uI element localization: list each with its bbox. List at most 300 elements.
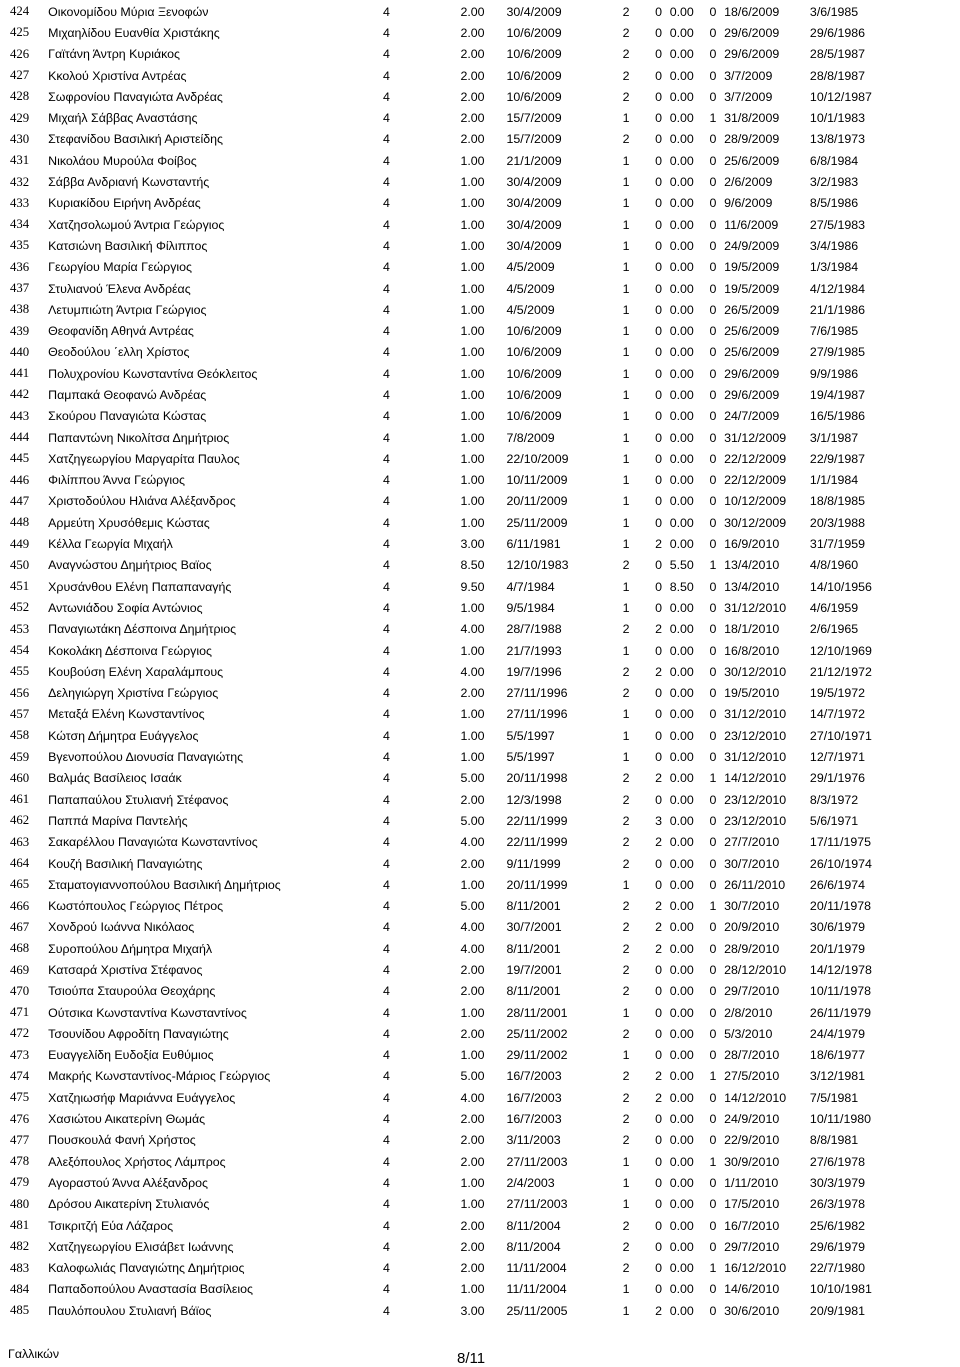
col-d-cell: 0 (655, 792, 662, 807)
appointment-date-cell: 19/7/1996 (506, 664, 562, 679)
table-row (0, 44, 900, 65)
service-date-cell: 19/5/2009 (724, 281, 780, 296)
col-f-cell: 0 (709, 1282, 717, 1297)
table-row (0, 853, 900, 874)
service-date-cell: 24/9/2010 (724, 1112, 780, 1127)
points-total-cell: 1.00 (460, 707, 485, 722)
col-f-cell: 0 (709, 579, 717, 594)
appointment-date-cell: 12/10/1983 (506, 558, 569, 573)
col-a-cell: 4 (383, 451, 390, 466)
birth-date-cell: 7/6/1985 (809, 324, 859, 339)
table-row (0, 555, 900, 576)
birth-date-cell: 5/6/1971 (809, 813, 859, 828)
col-a-cell: 4 (383, 558, 390, 573)
row-number-cell: 469 (10, 962, 30, 977)
birth-date-cell: 14/12/1978 (809, 963, 872, 977)
col-c-cell: 1 (622, 324, 630, 339)
service-date-cell: 14/12/2010 (724, 771, 787, 786)
row-number-cell: 467 (10, 919, 30, 934)
appointment-date-cell: 15/7/2009 (506, 132, 562, 147)
table-row (0, 981, 900, 1002)
row-number-cell: 456 (10, 685, 30, 700)
col-f-cell: 0 (709, 707, 717, 722)
col-a-cell: 4 (383, 1197, 390, 1212)
candidate-name-cell: Παππά Μαρίνα Παντελής (48, 813, 188, 828)
col-c-cell: 1 (622, 579, 630, 594)
points-total-cell: 1.00 (460, 281, 485, 296)
col-c-cell: 1 (622, 409, 630, 424)
service-date-cell: 13/4/2010 (724, 558, 780, 573)
appointment-date-cell: 2/4/2003 (506, 1175, 555, 1190)
row-number-cell: 430 (10, 131, 30, 146)
service-date-cell: 29/7/2010 (724, 984, 780, 999)
birth-date-cell: 27/6/1978 (809, 1154, 866, 1169)
col-d-cell: 0 (655, 68, 662, 83)
service-date-cell: 31/12/2010 (724, 707, 787, 722)
row-number-cell: 463 (10, 834, 30, 849)
row-number-cell: 476 (10, 1111, 30, 1126)
candidate-name-cell: Σκούρου Παναγιώτα Κώστας (48, 409, 207, 424)
candidate-name-cell: Δρόσου Αικατερίνη Στυλιανός (48, 1197, 210, 1212)
points-total-cell: 5.00 (460, 1069, 485, 1084)
col-c-cell: 2 (622, 856, 630, 871)
appointment-date-cell: 10/6/2009 (506, 409, 562, 424)
row-number-cell: 427 (10, 68, 30, 83)
birth-date-cell: 18/6/1977 (809, 1048, 866, 1063)
table-row (0, 193, 900, 214)
col-c-cell: 1 (622, 238, 630, 253)
col-a-cell: 4 (383, 899, 390, 914)
candidate-name-cell: Στεφανίδου Βασιλική Αριστείδης (48, 132, 224, 147)
points-total-cell: 2.00 (460, 1239, 485, 1254)
col-c-cell: 1 (622, 515, 630, 530)
row-number-cell: 429 (10, 110, 30, 125)
col-a-cell: 4 (383, 707, 390, 722)
row-number-cell: 433 (10, 195, 30, 210)
col-d-cell: 0 (655, 963, 662, 977)
service-date-cell: 3/7/2009 (724, 68, 773, 83)
col-d-cell: 0 (655, 238, 662, 253)
table-row (0, 789, 900, 810)
col-f-cell: 0 (709, 1112, 717, 1127)
extra-points-cell: 0.00 (669, 771, 694, 786)
birth-date-cell: 4/12/1984 (809, 281, 866, 296)
candidate-name-cell: Μεταξά Ελένη Κωνσταντίνος (48, 707, 205, 722)
appointment-date-cell: 21/7/1993 (506, 643, 562, 658)
col-a-cell: 4 (383, 920, 390, 935)
row-number-cell: 446 (10, 472, 30, 487)
extra-points-cell: 0.00 (669, 260, 694, 275)
table-row (0, 406, 900, 427)
service-date-cell: 16/7/2010 (724, 1218, 780, 1233)
appointment-date-cell: 28/11/2001 (506, 1005, 568, 1020)
candidate-name-cell: Χατζησολωμού Άντρια Γεώργιος (48, 217, 225, 232)
service-date-cell: 19/5/2010 (724, 686, 780, 701)
birth-date-cell: 20/9/1981 (809, 1303, 866, 1318)
col-d-cell: 2 (655, 1069, 662, 1084)
points-total-cell: 1.00 (460, 153, 485, 168)
col-c-cell: 2 (622, 1090, 630, 1105)
appointment-date-cell: 10/6/2009 (506, 89, 562, 104)
points-total-cell: 1.00 (460, 1282, 485, 1297)
points-total-cell: 5.00 (460, 813, 485, 828)
appointment-date-cell: 30/4/2009 (506, 217, 562, 232)
extra-points-cell: 0.00 (669, 1261, 694, 1276)
col-d-cell: 0 (655, 387, 662, 402)
table-row (0, 576, 900, 597)
table-row (0, 65, 900, 86)
col-f-cell: 0 (709, 430, 717, 445)
col-d-cell: 0 (655, 643, 662, 658)
service-date-cell: 25/6/2009 (724, 324, 780, 339)
candidate-name-cell: Κουβούση Ελένη Χαραλάμπους (48, 664, 224, 679)
col-a-cell: 4 (383, 1112, 390, 1127)
col-c-cell: 2 (622, 1218, 630, 1233)
service-date-cell: 30/9/2010 (724, 1154, 780, 1169)
col-d-cell: 0 (655, 1112, 662, 1127)
col-f-cell: 0 (709, 622, 717, 637)
birth-date-cell: 1/1/1984 (809, 473, 859, 488)
candidate-name-cell: Πουσκουλά Φανή Χρήστος (48, 1133, 196, 1148)
extra-points-cell: 0.00 (669, 1133, 694, 1148)
col-a-cell: 4 (383, 1282, 390, 1297)
service-date-cell: 13/4/2010 (724, 579, 780, 594)
col-a-cell: 4 (383, 1133, 390, 1148)
col-c-cell: 2 (622, 4, 630, 19)
service-date-cell: 18/6/2009 (724, 4, 780, 19)
points-total-cell: 4.00 (460, 622, 485, 637)
candidate-name-cell: Νικολάου Μυρούλα Φοίβος (48, 153, 197, 168)
col-a-cell: 4 (383, 175, 390, 190)
ranking-table-body (0, 1, 900, 1321)
points-total-cell: 2.00 (460, 1112, 485, 1127)
col-a-cell: 4 (383, 89, 390, 104)
row-number-cell: 457 (10, 706, 30, 721)
col-f-cell: 0 (709, 664, 717, 679)
extra-points-cell: 0.00 (669, 728, 694, 743)
service-date-cell: 25/6/2009 (724, 345, 780, 360)
extra-points-cell: 0.00 (669, 1069, 694, 1084)
col-f-cell: 0 (709, 728, 717, 743)
points-total-cell: 1.00 (460, 175, 485, 190)
table-row (0, 1087, 900, 1108)
row-number-cell: 465 (10, 877, 30, 892)
birth-date-cell: 22/9/1987 (809, 451, 866, 466)
candidate-name-cell: Παναγιωτάκη Δέσποινα Δημήτριος (48, 622, 237, 637)
col-a-cell: 4 (383, 1005, 390, 1020)
col-c-cell: 2 (622, 835, 630, 850)
col-f-cell: 0 (709, 89, 717, 104)
candidate-name-cell: Φιλίππου Άννα Γεώργιος (48, 473, 185, 488)
col-d-cell: 0 (655, 686, 662, 701)
service-date-cell: 23/12/2010 (724, 728, 787, 743)
col-f-cell: 0 (709, 1133, 717, 1148)
col-a-cell: 4 (383, 196, 390, 211)
col-a-cell: 4 (383, 366, 390, 381)
service-date-cell: 20/9/2010 (724, 920, 780, 935)
col-a-cell: 4 (383, 856, 390, 871)
birth-date-cell: 17/11/1975 (809, 835, 872, 850)
col-c-cell: 1 (622, 111, 630, 126)
row-number-cell: 468 (10, 941, 30, 956)
col-c-cell: 2 (622, 899, 630, 914)
service-date-cell: 25/6/2009 (724, 153, 780, 168)
col-a-cell: 4 (383, 132, 390, 147)
col-c-cell: 1 (622, 153, 630, 168)
table-row (0, 810, 900, 831)
service-date-cell: 27/7/2010 (724, 835, 780, 850)
birth-date-cell: 30/3/1979 (809, 1175, 866, 1190)
col-d-cell: 0 (655, 1239, 662, 1254)
candidate-name-cell: Χατζηγεωργίου Ελισάβετ Ιωάννης (48, 1239, 234, 1254)
candidate-name-cell: Χασιώτου Αικατερίνη Θωμάς (48, 1112, 206, 1127)
row-number-cell: 460 (10, 770, 30, 785)
extra-points-cell: 0.00 (669, 366, 694, 381)
service-date-cell: 2/6/2009 (724, 175, 773, 190)
table-row (0, 1279, 900, 1300)
points-total-cell: 2.00 (460, 963, 485, 977)
service-date-cell: 16/9/2010 (724, 537, 780, 552)
col-f-cell: 0 (709, 473, 717, 488)
points-total-cell: 1.00 (460, 217, 485, 232)
col-d-cell: 0 (655, 89, 662, 104)
birth-date-cell: 14/7/1972 (809, 707, 866, 722)
extra-points-cell: 0.00 (669, 664, 694, 679)
col-a-cell: 4 (383, 813, 390, 828)
row-number-cell: 481 (10, 1218, 30, 1233)
appointment-date-cell: 11/11/2004 (506, 1261, 567, 1276)
points-total-cell: 2.00 (460, 1133, 485, 1148)
row-number-cell: 485 (10, 1303, 30, 1318)
birth-date-cell: 10/1/1983 (809, 111, 866, 126)
col-f-cell: 0 (709, 68, 717, 83)
table-row (0, 427, 900, 448)
extra-points-cell: 0.00 (669, 899, 694, 914)
extra-points-cell: 0.00 (669, 813, 694, 828)
appointment-date-cell: 10/6/2009 (506, 25, 562, 40)
candidate-name-cell: Μιχαήλ Σάββας Αναστάσης (48, 111, 198, 126)
birth-date-cell: 10/11/1980 (809, 1112, 872, 1127)
points-total-cell: 9.50 (460, 579, 485, 594)
col-f-cell: 1 (709, 558, 717, 573)
extra-points-cell: 0.00 (669, 153, 694, 168)
appointment-date-cell: 16/7/2003 (506, 1069, 562, 1084)
table-row (0, 1, 900, 22)
row-number-cell: 424 (10, 4, 30, 19)
extra-points-cell: 0.00 (669, 877, 694, 892)
row-number-cell: 466 (10, 898, 30, 913)
col-a-cell: 4 (383, 728, 390, 743)
col-a-cell: 4 (383, 1048, 390, 1063)
row-number-cell: 432 (10, 174, 30, 189)
candidate-name-cell: Θεοφανίδη Αθηνά Αντρέας (48, 324, 194, 339)
row-number-cell: 479 (10, 1175, 30, 1190)
col-d-cell: 0 (655, 1282, 662, 1297)
birth-date-cell: 19/5/1972 (809, 686, 866, 701)
col-d-cell: 0 (655, 579, 662, 594)
table-row (0, 874, 900, 895)
table-row (0, 746, 900, 767)
service-date-cell: 10/12/2009 (724, 494, 787, 509)
col-f-cell: 0 (709, 941, 717, 956)
table-row (0, 320, 900, 341)
appointment-date-cell: 10/6/2009 (506, 345, 562, 360)
birth-date-cell: 14/10/1956 (809, 579, 872, 594)
table-row (0, 278, 900, 299)
table-row (0, 129, 900, 150)
appointment-date-cell: 27/11/1996 (506, 707, 568, 722)
appointment-date-cell: 25/11/2005 (506, 1303, 568, 1318)
col-c-cell: 2 (622, 132, 630, 147)
birth-date-cell: 31/7/1959 (809, 537, 866, 552)
points-total-cell: 4.00 (460, 920, 485, 935)
col-f-cell: 0 (709, 984, 717, 999)
col-a-cell: 4 (383, 600, 390, 615)
table-row (0, 512, 900, 533)
points-total-cell: 2.00 (460, 856, 485, 871)
col-a-cell: 4 (383, 622, 390, 637)
row-number-cell: 464 (10, 856, 30, 871)
col-c-cell: 2 (622, 89, 630, 104)
col-f-cell: 0 (709, 686, 717, 701)
points-total-cell: 2.00 (460, 686, 485, 701)
row-number-cell: 442 (10, 387, 30, 402)
table-row (0, 704, 900, 725)
service-date-cell: 23/12/2010 (724, 813, 787, 828)
extra-points-cell: 0.00 (669, 89, 694, 104)
extra-points-cell: 0.00 (669, 324, 694, 339)
col-f-cell: 0 (709, 1026, 717, 1041)
col-a-cell: 4 (383, 47, 390, 62)
appointment-date-cell: 10/6/2009 (506, 68, 562, 83)
extra-points-cell: 0.00 (669, 984, 694, 999)
points-total-cell: 8.50 (460, 558, 485, 573)
col-c-cell: 1 (622, 217, 630, 232)
extra-points-cell: 0.00 (669, 451, 694, 466)
candidate-name-cell: Χατζηγεωργίου Μαργαρίτα Παυλος (48, 451, 240, 466)
col-f-cell: 0 (709, 175, 717, 190)
col-c-cell: 1 (622, 1154, 630, 1169)
col-f-cell: 0 (709, 963, 717, 977)
service-date-cell: 31/12/2010 (724, 600, 787, 615)
col-c-cell: 1 (622, 494, 630, 509)
row-number-cell: 461 (10, 792, 30, 807)
row-number-cell: 477 (10, 1132, 30, 1147)
col-d-cell: 0 (655, 856, 662, 871)
col-c-cell: 2 (622, 686, 630, 701)
extra-points-cell: 0.00 (669, 1218, 694, 1233)
appointment-date-cell: 4/7/1984 (506, 579, 555, 594)
col-d-cell: 0 (655, 366, 662, 381)
appointment-date-cell: 7/8/2009 (506, 430, 555, 445)
extra-points-cell: 0.00 (669, 196, 694, 211)
col-d-cell: 0 (655, 132, 662, 147)
footer-subject-label: Γαλλικών (8, 1347, 60, 1361)
col-f-cell: 0 (709, 1175, 717, 1190)
points-total-cell: 2.00 (460, 47, 485, 62)
appointment-date-cell: 9/5/1984 (506, 600, 555, 615)
table-row (0, 640, 900, 661)
col-d-cell: 0 (655, 217, 662, 232)
col-c-cell: 1 (622, 1303, 630, 1318)
points-total-cell: 2.00 (460, 4, 485, 19)
col-d-cell: 0 (655, 750, 662, 765)
col-f-cell: 0 (709, 1090, 717, 1105)
col-c-cell: 1 (622, 430, 630, 445)
service-date-cell: 17/5/2010 (724, 1197, 780, 1212)
col-d-cell: 0 (655, 430, 662, 445)
table-row (0, 1172, 900, 1193)
row-number-cell: 450 (10, 557, 30, 572)
appointment-date-cell: 3/11/2003 (506, 1133, 561, 1148)
points-total-cell: 2.00 (460, 132, 485, 147)
table-row (0, 299, 900, 320)
row-number-cell: 473 (10, 1047, 30, 1062)
points-total-cell: 4.00 (460, 941, 485, 956)
row-number-cell: 454 (10, 643, 30, 658)
col-c-cell: 2 (622, 984, 630, 999)
extra-points-cell: 0.00 (669, 1090, 694, 1105)
service-date-cell: 29/6/2009 (724, 25, 780, 40)
extra-points-cell: 0.00 (669, 941, 694, 956)
col-f-cell: 0 (709, 25, 717, 40)
extra-points-cell: 0.00 (669, 47, 694, 62)
col-d-cell: 0 (655, 324, 662, 339)
col-c-cell: 1 (622, 260, 630, 275)
birth-date-cell: 22/7/1980 (809, 1261, 866, 1276)
birth-date-cell: 10/11/1978 (809, 984, 872, 999)
extra-points-cell: 0.00 (669, 515, 694, 530)
birth-date-cell: 27/5/1983 (809, 217, 866, 232)
row-number-cell: 434 (10, 217, 30, 232)
col-d-cell: 0 (655, 111, 662, 126)
col-d-cell: 0 (655, 281, 662, 296)
col-c-cell: 1 (622, 387, 630, 402)
appointment-date-cell: 9/11/1999 (506, 856, 561, 871)
row-number-cell: 443 (10, 408, 30, 423)
candidate-name-cell: Πολυχρονίου Κωνσταντίνα Θεόκλειτος (48, 366, 258, 381)
col-d-cell: 2 (655, 622, 662, 637)
col-f-cell: 0 (709, 1218, 717, 1233)
row-number-cell: 436 (10, 259, 30, 274)
birth-date-cell: 27/9/1985 (809, 345, 866, 360)
points-total-cell: 1.00 (460, 600, 485, 615)
appointment-date-cell: 25/11/2009 (506, 515, 568, 530)
extra-points-cell: 0.00 (669, 643, 694, 658)
col-f-cell: 0 (709, 345, 717, 360)
col-c-cell: 2 (622, 1239, 630, 1254)
points-total-cell: 2.00 (460, 1026, 485, 1041)
col-a-cell: 4 (383, 1154, 390, 1169)
col-a-cell: 4 (383, 877, 390, 892)
col-c-cell: 2 (622, 68, 630, 83)
col-c-cell: 1 (622, 1282, 630, 1297)
candidate-name-cell: Αλεξόπουλος Χρήστος Λάμπρος (48, 1154, 226, 1169)
col-d-cell: 2 (655, 920, 662, 935)
birth-date-cell: 3/1/1987 (809, 430, 859, 445)
service-date-cell: 29/7/2010 (724, 1239, 780, 1254)
appointment-date-cell: 30/4/2009 (506, 196, 562, 211)
service-date-cell: 30/6/2010 (724, 1303, 780, 1318)
table-row (0, 235, 900, 256)
points-total-cell: 4.00 (460, 1090, 485, 1105)
appointment-date-cell: 20/11/1999 (506, 877, 568, 892)
extra-points-cell: 0.00 (669, 1197, 694, 1212)
col-f-cell: 0 (709, 302, 717, 317)
row-number-cell: 447 (10, 493, 30, 508)
appointment-date-cell: 27/11/2003 (506, 1154, 568, 1169)
col-a-cell: 4 (383, 430, 390, 445)
